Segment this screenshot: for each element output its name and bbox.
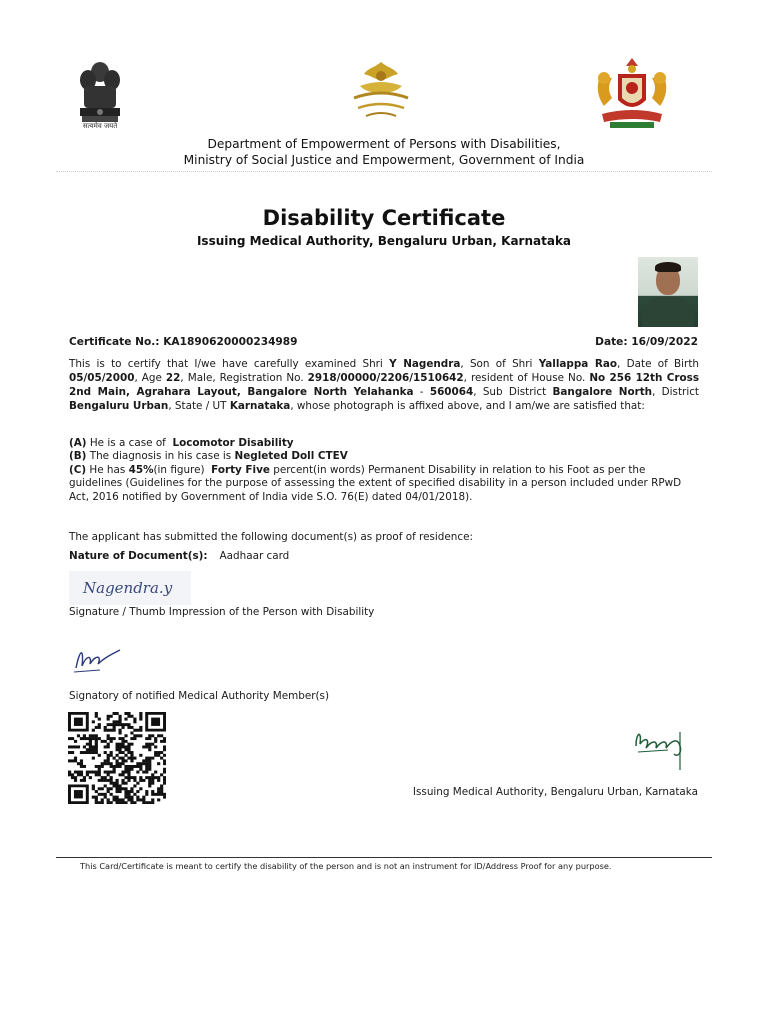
nature-value: Aadhaar card bbox=[219, 550, 290, 562]
intro-text: This is to certify that I/we have carefully examined Shri bbox=[69, 358, 390, 370]
age-value: 22 bbox=[165, 372, 181, 384]
address-value: No 256 12th Cross 2nd Main, Agrahara Layout, Bangalore North Yelahanka bbox=[69, 372, 699, 398]
resident-label: , resident of House No. bbox=[463, 372, 590, 384]
age-label: , Age bbox=[134, 372, 166, 384]
photo-hair bbox=[655, 262, 681, 272]
district-value: Bengaluru Urban bbox=[69, 400, 169, 412]
registration-number: 2918/00000/2206/1510642 bbox=[307, 372, 464, 384]
findings-section bbox=[69, 437, 699, 504]
finding-c-text-1: He has bbox=[86, 463, 129, 476]
pincode-value: 560064 bbox=[429, 386, 474, 398]
person-signature-text: Nagendra.y bbox=[83, 579, 173, 597]
finding-a-text: He is a case of bbox=[86, 437, 173, 449]
state-label: , State / UT bbox=[168, 400, 230, 412]
dob-label: , Date of Birth bbox=[617, 358, 699, 370]
finding-c bbox=[69, 464, 699, 504]
subdistrict-value: Bangalore North bbox=[552, 386, 653, 398]
disability-percent-words: Forty Five bbox=[211, 463, 270, 476]
header-divider bbox=[56, 171, 712, 172]
certificate-subtitle: Issuing Medical Authority, Bengaluru Urban, Karnataka bbox=[196, 234, 572, 248]
state-value: Karnataka bbox=[229, 400, 291, 412]
person-name: Y Nagendra bbox=[389, 358, 461, 370]
member-signature-image bbox=[70, 640, 124, 676]
district-label: , District bbox=[652, 386, 699, 398]
son-of-text: , Son of Shri bbox=[460, 358, 539, 370]
finding-a-label: (A) bbox=[69, 437, 87, 449]
department-line-2: Ministry of Social Justice and Empowerment, Government of India bbox=[183, 153, 585, 167]
applicant-documents-text: The applicant has submitted the following document(s) as proof of residence: bbox=[69, 531, 473, 543]
department-heading bbox=[0, 136, 768, 168]
issuer-caption: Issuing Medical Authority, Bengaluru Urban, Karnataka bbox=[412, 786, 698, 798]
finding-c-text-2: (in figure) bbox=[153, 463, 212, 476]
certificate-title: Disability Certificate bbox=[262, 206, 506, 230]
disability-percent: 45% bbox=[128, 463, 154, 476]
finding-c-label: (C) bbox=[69, 463, 87, 476]
qr-code-icon bbox=[68, 712, 166, 804]
certificate-date-label: Date: bbox=[595, 336, 632, 348]
finding-c-text-3: percent(in words) Permanent Disability in relation to his Foot as per the guidelines (Guidelines for the purpose of assessing the extent of specified disability in a person included under RPwD Act, 2016 notified by Government of India vide S.O. 76(E) dated 04/01/2018). bbox=[69, 463, 682, 503]
address-dash: - bbox=[413, 386, 430, 398]
footer-divider bbox=[56, 857, 712, 858]
closing-text: , whose photograph is affixed above, and I am/we are satisfied that: bbox=[290, 400, 645, 412]
dob-value: 05/05/2000 bbox=[69, 372, 135, 384]
karnataka-emblem-icon bbox=[590, 56, 674, 134]
diagnosis-value: Negleted Doll CTEV bbox=[234, 450, 348, 463]
department-line-1: Department of Empowerment of Persons with Disabilities, bbox=[207, 137, 561, 151]
footer-note: This Card/Certificate is meant to certify the disability of the person and is not an instrument for ID/Address Proof for any purpose. bbox=[80, 861, 612, 871]
person-signature-image bbox=[69, 571, 191, 605]
nature-label: Nature of Document(s): bbox=[69, 550, 208, 562]
national-motto: सत्यमेव जयते bbox=[82, 122, 118, 130]
photo-body bbox=[642, 297, 694, 327]
certificate-number-label: Certificate No.: bbox=[69, 336, 164, 348]
disability-type: Locomotor Disability bbox=[172, 437, 294, 449]
finding-b bbox=[69, 450, 699, 463]
finding-b-text: The diagnosis in his case is bbox=[86, 450, 235, 463]
finding-a bbox=[69, 437, 699, 450]
certificate-date-value: 16/09/2022 bbox=[631, 336, 698, 348]
member-signature-caption: Signatory of notified Medical Authority Member(s) bbox=[69, 690, 330, 702]
certificate-number bbox=[69, 336, 298, 348]
subdistrict-label: , Sub District bbox=[473, 386, 553, 398]
certificate-number-value: KA1890620000234989 bbox=[163, 336, 298, 348]
certificate-date bbox=[595, 336, 698, 348]
person-signature-caption: Signature / Thumb Impression of the Person with Disability bbox=[69, 606, 375, 618]
nature-of-documents bbox=[69, 550, 289, 562]
gender-registration-label: , Male, Registration No. bbox=[180, 372, 308, 384]
certification-paragraph bbox=[69, 357, 699, 413]
father-name: Yallappa Rao bbox=[538, 358, 618, 370]
applicant-photo bbox=[638, 257, 698, 327]
issuer-signature-image bbox=[628, 722, 698, 774]
state-emblem-icon bbox=[344, 58, 418, 120]
finding-b-label: (B) bbox=[69, 450, 87, 463]
